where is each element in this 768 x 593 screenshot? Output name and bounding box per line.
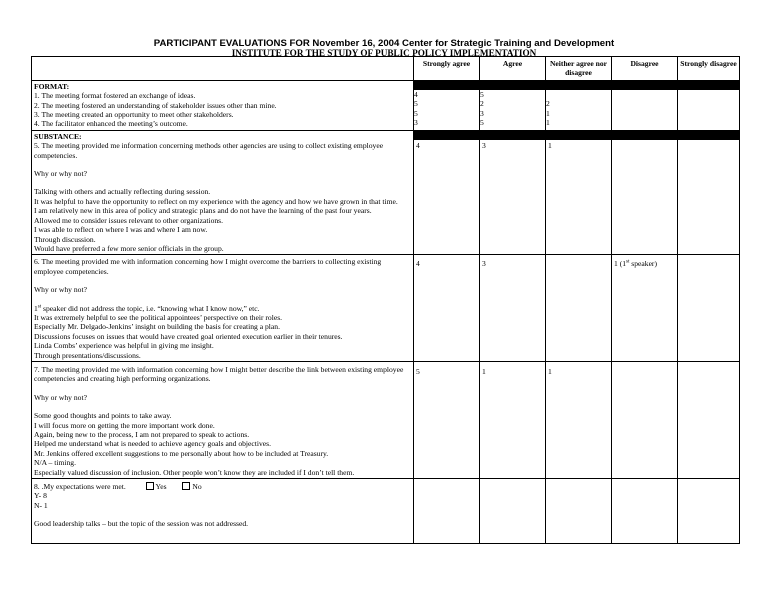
format-q4: 4. The facilitator enhanced the meeting’s outcome.	[34, 119, 188, 129]
q6-comment: Through presentations/discussions.	[34, 350, 141, 360]
q5-why: Why or why not?	[34, 169, 87, 179]
q7-agree	[480, 361, 546, 478]
yes-checkbox[interactable]	[146, 482, 154, 490]
col-strongly-agree: Strongly agree	[414, 57, 480, 81]
q8-strongly-agree	[414, 479, 480, 544]
format-row	[32, 80, 740, 130]
cell-value: 3	[414, 118, 418, 128]
col-disagree: Disagree	[612, 57, 678, 81]
q5-comment: Through discussion.	[34, 234, 96, 244]
substance-heading: SUBSTANCE:	[34, 131, 82, 141]
q7-row	[32, 361, 740, 478]
q7-comment: Again, being new to the process, I am not prepared to speak to actions.	[34, 430, 250, 439]
q5-agree	[480, 130, 546, 254]
q6-comment: Discussions focuses on issues that would have created goal oriented execution earlier in their tenures.	[34, 331, 343, 341]
q8-agree	[480, 479, 546, 544]
q8-no-count: N- 1	[34, 500, 48, 510]
cell-value: 5	[414, 99, 418, 109]
cell-value: 4	[416, 259, 420, 269]
col-neither: Neither agree nor disagree	[546, 57, 612, 81]
q5-cell	[32, 130, 414, 254]
q5-comment: Would have preferred a few more senior officials in the group.	[34, 243, 224, 253]
q6-comment: Especially Mr. Delgado-Jenkins’ insight on building the basis for creating a plan.	[34, 322, 280, 332]
q7-comment: N/A – timing.	[34, 458, 76, 468]
q8-question	[34, 482, 411, 491]
format-neither	[546, 80, 612, 130]
evaluation-table	[31, 56, 740, 544]
q5-text: 5. The meeting provided me information concerning methods other agencies are using to collect existing employee competencies.	[34, 141, 384, 160]
q7-why: Why or why not?	[34, 392, 87, 402]
q7-comment: Mr. Jenkins offered excellent suggestions to me personally about how to be included at Treasury.	[34, 448, 329, 458]
cell-value: 2	[480, 99, 484, 109]
no-checkbox[interactable]	[182, 482, 190, 490]
q6-text: 6. The meeting provided me with information concerning how I might overcome the barriers to collecting existing employee competencies.	[34, 257, 382, 276]
q6-disagree	[612, 255, 678, 362]
q8-disagree	[612, 479, 678, 544]
page-title: PARTICIPANT EVALUATIONS FOR November 16, 2004 Center for Strategic Training and Development	[153, 38, 615, 49]
q5-row	[32, 130, 740, 254]
format-q1: 1. The meeting format fostered an exchange of ideas.	[34, 91, 196, 101]
format-q2: 2. The meeting fostered an understanding of stakeholder issues other than mine.	[34, 100, 277, 110]
q7-strongly-agree	[414, 361, 480, 478]
q6-strongly-agree	[414, 255, 480, 362]
q8-row	[32, 479, 740, 544]
cell-value: 1	[546, 108, 550, 118]
q6-row	[32, 255, 740, 362]
cell-value: 2	[546, 99, 550, 109]
cell-value: 5	[416, 366, 420, 376]
q6-agree	[480, 255, 546, 362]
format-strongly-disagree	[678, 80, 740, 130]
q5-neither	[546, 130, 612, 254]
cell-value: 4	[416, 140, 420, 150]
cell-value	[546, 90, 611, 99]
q6-cell	[32, 255, 414, 362]
col-agree: Agree	[480, 57, 546, 81]
q7-comment: Especially valued discussion of inclusion. Other people won’t know they are included if I don’t tell them.	[34, 467, 355, 477]
cell-value: 1	[546, 118, 550, 128]
format-agree	[480, 80, 546, 130]
q8-neither	[546, 479, 612, 544]
cell-value: 1	[548, 366, 552, 376]
q7-strongly-disagree	[678, 361, 740, 478]
q5-comment: Talking with others and actually reflecting during session.	[34, 187, 211, 197]
format-strongly-agree	[414, 80, 480, 130]
q8-strongly-disagree	[678, 479, 740, 544]
q6-why: Why or why not?	[34, 285, 87, 295]
q7-comment: Some good thoughts and points to take away.	[34, 411, 172, 421]
q7-cell	[32, 361, 414, 478]
format-q3: 3. The meeting created an opportunity to meet other stakeholders.	[34, 110, 234, 120]
q5-comment: I was able to reflect on where I was and where I am now.	[34, 225, 208, 235]
format-heading: FORMAT:	[34, 81, 70, 91]
q5-strongly-agree	[414, 130, 480, 254]
header-row	[32, 57, 740, 81]
q6-comment: It was extremely helpful to see the political appointees’ perspective on their roles.	[34, 312, 283, 322]
cell-value: 1	[548, 140, 552, 150]
q8-comment: Good leadership talks – but the topic of the session was not addressed.	[34, 519, 249, 529]
q8-cell	[32, 479, 414, 544]
no-label: No	[192, 482, 202, 492]
q6-comment: 1st speaker did not address the topic, i.e. “knowing what I know now,” etc.	[34, 303, 260, 313]
cell-value: 1	[482, 366, 486, 376]
q7-neither	[546, 361, 612, 478]
q5-comment: Allowed me to consider issues relevant to other organizations.	[34, 215, 224, 225]
cell-value: 3	[482, 259, 486, 269]
q5-comment: It was helpful to have the opportunity to reflect on my experience with the agency and how we have grown in that time.	[34, 196, 398, 206]
col-strongly-disagree: Strongly disagree	[678, 57, 740, 81]
q6-comment: Linda Combs’ experience was helpful in giving me insight.	[34, 341, 214, 351]
header-blank	[32, 57, 414, 81]
cell-value: 4	[414, 89, 418, 99]
cell-value: 5	[414, 108, 418, 118]
q7-disagree	[612, 361, 678, 478]
format-questions	[32, 80, 414, 130]
page-subtitle: INSTITUTE FOR THE STUDY OF PUBLIC POLICY IMPLEMENTATION	[231, 48, 537, 58]
cell-value: 5	[480, 89, 484, 99]
cell-value: 3	[482, 140, 486, 150]
q5-strongly-disagree	[678, 130, 740, 254]
q8-yes-count: Y- 8	[34, 491, 47, 501]
cell-value: 3	[480, 108, 484, 118]
format-disagree	[612, 80, 678, 130]
cell-value: 1 (1st speaker)	[614, 259, 657, 269]
q7-comment: Helped me understand what is needed to achieve agency goals and objectives.	[34, 439, 272, 449]
q6-strongly-disagree	[678, 255, 740, 362]
q5-disagree	[612, 130, 678, 254]
q7-text: 7. The meeting provided me with information concerning how I might better describe the link between existing employee competencies and creating high performing organizations.	[34, 364, 404, 384]
cell-value: 5	[480, 118, 484, 128]
q8-text: 8. .My expectations were met.	[34, 482, 126, 492]
q7-comment: I will focus more on getting the more important work done.	[34, 420, 215, 430]
yes-label: Yes	[155, 482, 167, 492]
q6-neither	[546, 255, 612, 362]
q5-comment: I am relatively new in this area of policy and strategic plans and do not have the learning of the past four years.	[34, 206, 372, 216]
